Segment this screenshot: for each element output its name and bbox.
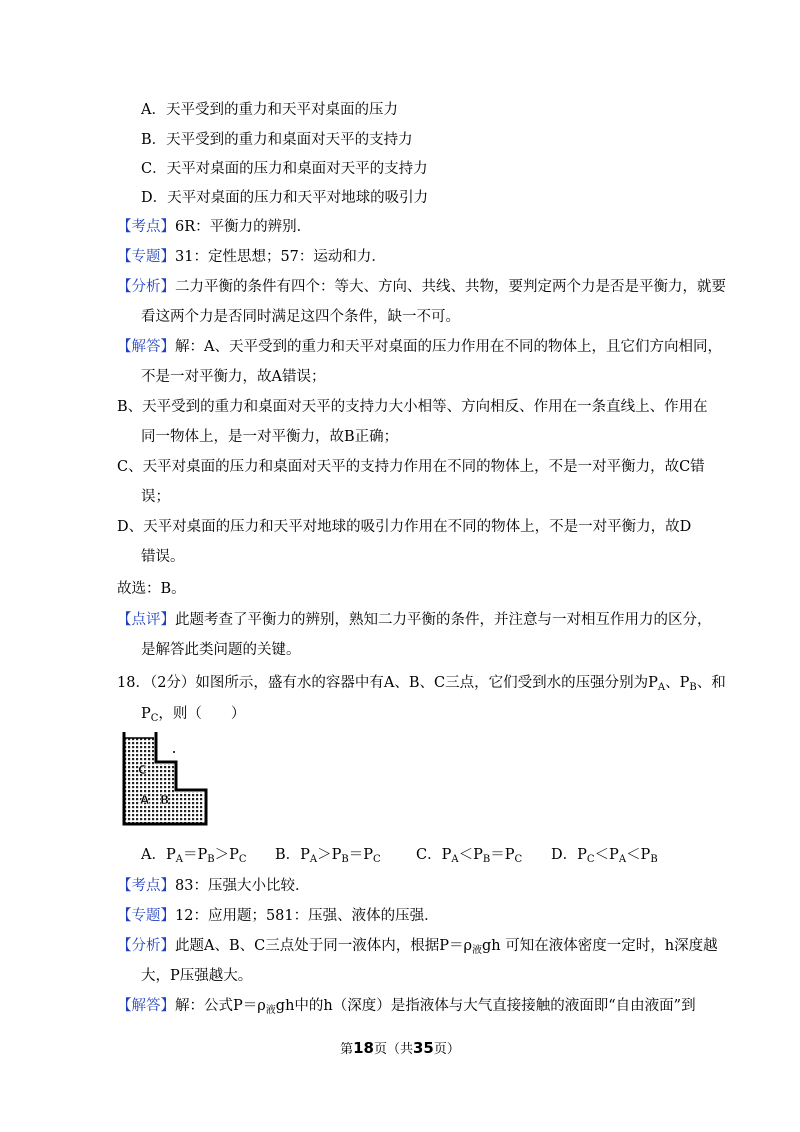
point-b-label: B xyxy=(160,793,170,807)
q18-jieda-sub: 液 xyxy=(265,1005,276,1016)
q17-jieda-line7: D、天平对桌面的压力和天平对地球的吸引力作用在不同的物体上，不是一对平衡力，故D xyxy=(117,519,692,535)
opt-d-s1: C xyxy=(586,854,595,865)
q17-dianping-line1 xyxy=(117,611,712,629)
q18-stem-end: 、和 xyxy=(696,675,726,691)
opt-c-s2: B xyxy=(482,854,491,865)
q18-jieda-text-b: gh中的h（深度）是指液体与大气直接接触的液面即“自由液面”到 xyxy=(275,998,696,1014)
opt-c-p3: ＝P xyxy=(490,847,515,863)
opt-a-s2: B xyxy=(207,854,215,865)
q18-option-d xyxy=(551,846,658,864)
page-footer xyxy=(0,1038,800,1057)
opt-d-s3: B xyxy=(650,854,658,865)
q18-zhuanti xyxy=(117,907,439,925)
point-a-label: A xyxy=(140,793,150,807)
q17-option-b: B．天平受到的重力和桌面对天平的支持力 xyxy=(141,132,413,148)
sub-a: A xyxy=(657,682,666,693)
dianping-text: 此题考查了平衡力的辨别，熟知二力平衡的条件，并注意与一对相互作用力的区分， xyxy=(175,612,712,628)
opt-d-s2: A xyxy=(618,854,627,865)
fenxi-tag: 【分析】 xyxy=(117,279,175,295)
q18-kaodian-tag: 【考点】 xyxy=(117,878,175,894)
q18-kaodian-text: 83：压强大小比较． xyxy=(175,878,310,894)
footer-post: 页） xyxy=(433,1042,460,1057)
page-number: 18 xyxy=(353,1039,374,1057)
q17-jieda-line8: 错误。 xyxy=(141,549,185,565)
q18-option-c xyxy=(416,846,522,864)
q18-fenxi-sub: 液 xyxy=(472,945,483,956)
opt-a-p2: ＝P xyxy=(182,847,208,863)
q17-jieda-line6: 误； xyxy=(141,489,170,505)
opt-b-p2: ＞P xyxy=(317,847,342,863)
q18-stem-bracket: ，则（ ） xyxy=(158,706,246,722)
opt-a-s1: A xyxy=(175,854,183,865)
sub-c: C xyxy=(150,713,159,724)
opt-b-s3: C xyxy=(373,854,381,865)
point-c-label: C xyxy=(138,763,147,777)
opt-b-s1: A xyxy=(309,854,318,865)
q18-option-b xyxy=(275,846,381,864)
q18-jieda-line1 xyxy=(117,997,696,1015)
sub-b: B xyxy=(689,682,697,693)
q18-zhuanti-tag: 【专题】 xyxy=(117,908,175,924)
opt-a-p3: ＞P xyxy=(214,847,239,863)
q17-kaodian xyxy=(117,218,311,236)
kaodian-text: 6R：平衡力的辨别． xyxy=(175,219,312,235)
q18-stem-line1 xyxy=(117,674,726,692)
q17-fenxi-line2: 看这两个力是否同时满足这四个条件，缺一不可。 xyxy=(141,309,460,325)
q17-jieda-line2: 不是一对平衡力，故A错误； xyxy=(141,369,326,385)
q18-stem-p: P xyxy=(141,706,151,722)
q18-stem-line2 xyxy=(141,705,245,723)
opt-a-p1: A．P xyxy=(141,847,176,863)
q18-zhuanti-text: 12：应用题；581：压强、液体的压强． xyxy=(175,908,439,924)
footer-pre: 第 xyxy=(340,1042,354,1057)
q18-fenxi-text-a: 此题A、B、C三点处于同一液体内，根据P＝ρ xyxy=(175,938,473,954)
dot-mark xyxy=(173,751,175,753)
q18-fenxi-line2: 大，P压强越大。 xyxy=(141,968,253,984)
opt-b-s2: B xyxy=(341,854,349,865)
q18-fenxi-line1 xyxy=(117,937,718,955)
fenxi-text: 二力平衡的条件有四个：等大、方向、共线、共物，要判定两个力是否是平衡力，就要 xyxy=(175,279,726,295)
opt-c-s3: C xyxy=(514,854,523,865)
kaodian-tag: 【考点】 xyxy=(117,219,175,235)
zhuanti-text: 31：定性思想；57：运动和力． xyxy=(175,249,386,265)
opt-c-p2: ＜P xyxy=(458,847,483,863)
q17-zhuanti xyxy=(117,248,386,266)
opt-d-p2: ＜P xyxy=(594,847,619,863)
dianping-tag: 【点评】 xyxy=(117,612,175,628)
q17-fenxi-line1 xyxy=(117,278,726,296)
zhuanti-tag: 【专题】 xyxy=(117,249,175,265)
opt-d-p1: D．P xyxy=(551,847,587,863)
opt-d-p3: ＜P xyxy=(626,847,651,863)
q18-jieda-text-a: 解：公式P＝ρ xyxy=(175,998,266,1014)
q18-fenxi-text-b: gh 可知在液体密度一定时，h深度越 xyxy=(482,938,718,954)
q18-option-a xyxy=(141,846,247,864)
q17-dianping-line2: 是解答此类问题的关键。 xyxy=(141,642,301,658)
q18-fenxi-tag: 【分析】 xyxy=(117,938,175,954)
q17-answer: 故选：B。 xyxy=(117,581,186,597)
q17-jieda-line5: C、天平对桌面的压力和桌面对天平的支持力作用在不同的物体上，不是一对平衡力，故C错 xyxy=(117,459,705,475)
q17-option-a: A．天平受到的重力和天平对桌面的压力 xyxy=(141,102,398,118)
q17-jieda-line4: 同一物体上，是一对平衡力，故B正确； xyxy=(141,429,399,445)
q17-jieda-line1 xyxy=(117,338,722,356)
opt-b-p3: ＝P xyxy=(348,847,374,863)
q18-jieda-tag: 【解答】 xyxy=(117,998,175,1014)
water-fill xyxy=(124,738,204,824)
opt-c-p1: C．P xyxy=(416,847,452,863)
jieda-tag: 【解答】 xyxy=(117,339,175,355)
q18-stem-text: 18．（2分）如图所示，盛有水的容器中有A、B、C三点，它们受到水的压强分别为P xyxy=(117,675,658,691)
footer-mid: 页（共 xyxy=(373,1042,413,1057)
page-total: 35 xyxy=(413,1039,434,1057)
opt-a-s3: C xyxy=(238,854,247,865)
opt-b-p1: B．P xyxy=(275,847,310,863)
q17-option-c: C．天平对桌面的压力和桌面对天平的支持力 xyxy=(141,161,428,177)
q17-option-d: D．天平对桌面的压力和天平对地球的吸引力 xyxy=(141,190,429,206)
q18-kaodian xyxy=(117,877,309,895)
q18-stem-sep: 、P xyxy=(665,675,690,691)
jieda-text: 解：A、天平受到的重力和天平对桌面的压力作用在不同的物体上，且它们方向相同， xyxy=(175,339,722,355)
opt-c-s1: A xyxy=(451,854,459,865)
q17-jieda-line3: B、天平受到的重力和桌面对天平的支持力大小相等、方向相反、作用在一条直线上、作用在 xyxy=(117,399,708,415)
container-figure xyxy=(120,730,212,830)
